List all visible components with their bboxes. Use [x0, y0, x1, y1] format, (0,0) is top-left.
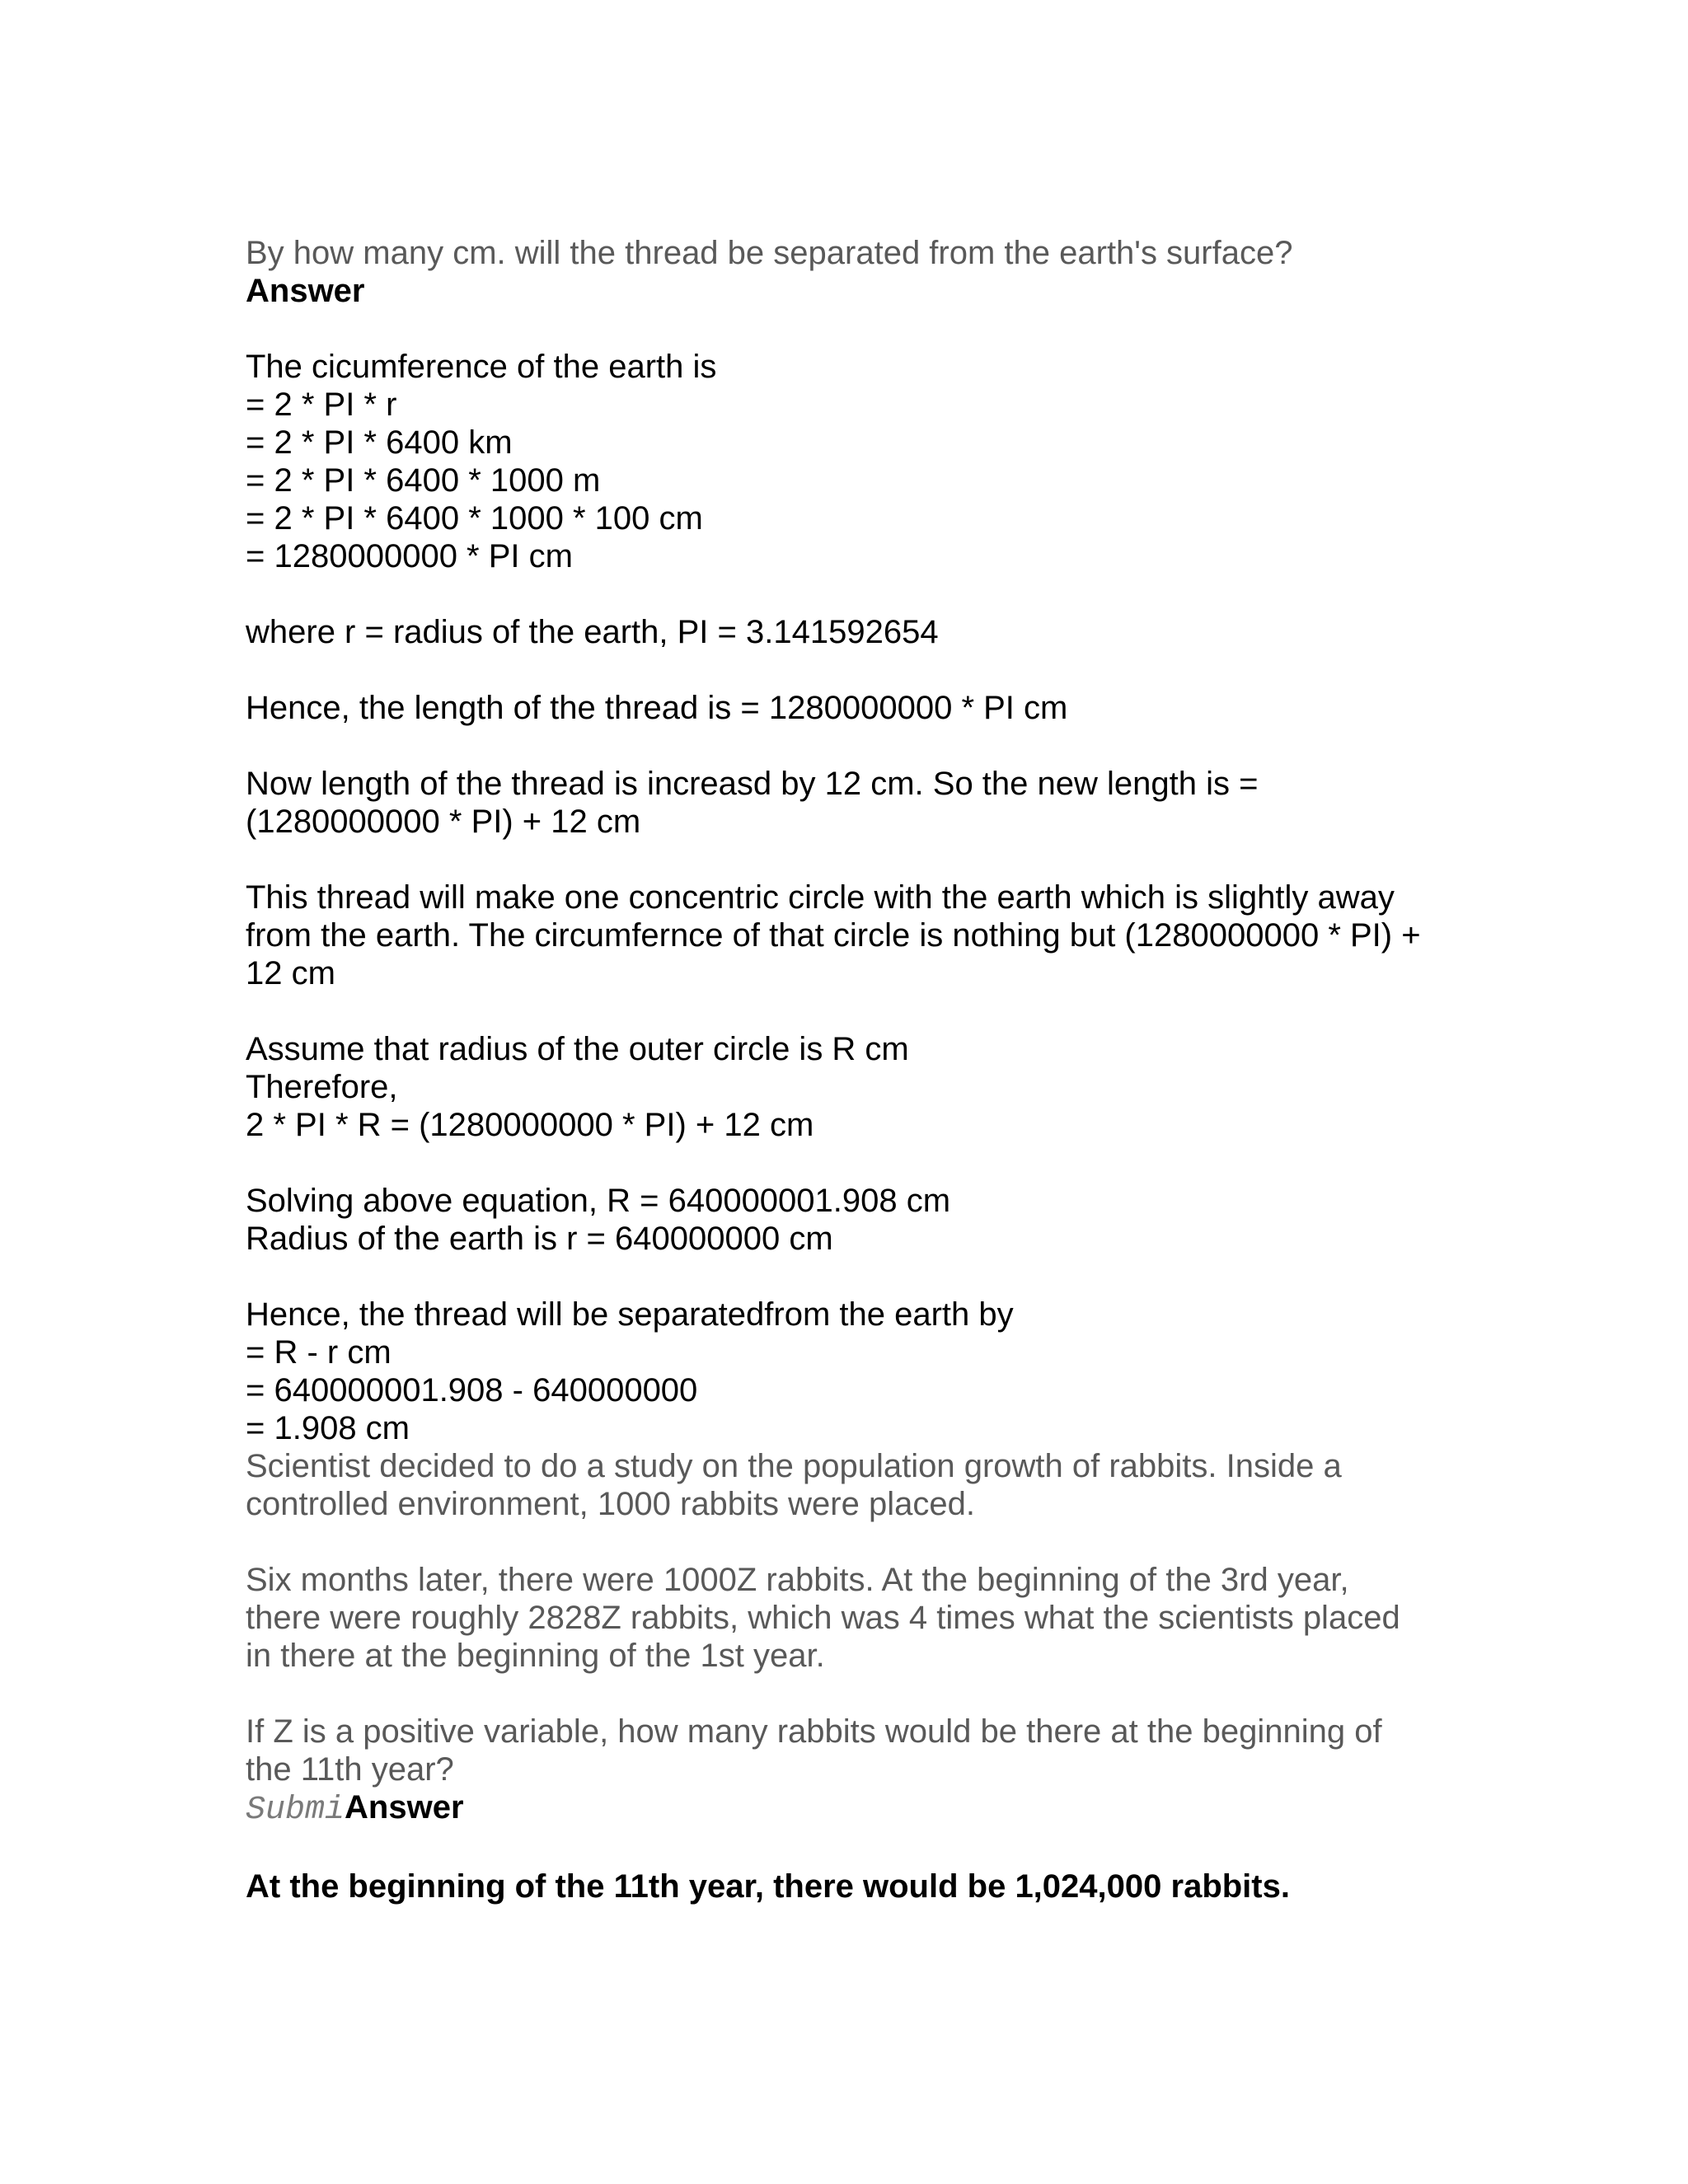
question-line: If Z is a positive variable, how many rabbits would be there at the beginning of — [246, 1713, 1382, 1750]
spacer — [246, 310, 1457, 348]
puzzle-2-final-answer: At the beginning of the 11th year, there would be 1,024,000 rabbits. — [246, 1868, 1290, 1905]
solution-line: Radius of the earth is r = 640000000 cm — [246, 1221, 833, 1257]
solution-line: = 2 * PI * 6400 * 1000 m — [246, 462, 601, 499]
puzzle-1-question: By how many cm. will the thread be separated from the earth's surface? — [246, 235, 1293, 271]
question-line: Scientist decided to do a study on the population growth of rabbits. Inside a — [246, 1448, 1342, 1484]
solution-line — [246, 575, 1457, 613]
solution-line: 2 * PI * R = (1280000000 * PI) + 12 cm — [246, 1107, 814, 1143]
solution-line: Assume that radius of the outer circle is R cm — [246, 1031, 909, 1067]
question-line: controlled environment, 1000 rabbits were placed. — [246, 1486, 975, 1522]
puzzle-1-solution — [246, 348, 1457, 1447]
puzzle-2-answer-heading: Answer — [345, 1789, 464, 1825]
solution-line — [246, 651, 1457, 689]
solution-line: Hence, the length of the thread is = 1280000000 * PI cm — [246, 690, 1068, 726]
solution-line: = 2 * PI * 6400 km — [246, 424, 513, 461]
question-line: Six months later, there were 1000Z rabbits. At the beginning of the 3rd year, — [246, 1562, 1349, 1598]
solution-line: 12 cm — [246, 955, 335, 991]
solution-line: = 2 * PI * 6400 * 1000 * 100 cm — [246, 500, 703, 537]
submit-fragment: Submi — [246, 1792, 345, 1829]
solution-line: where r = radius of the earth, PI = 3.141592654 — [246, 614, 939, 650]
question-line — [246, 1523, 1457, 1561]
solution-line: Now length of the thread is increasd by 12 cm. So the new length is = — [246, 766, 1259, 802]
puzzle-1-answer-heading: Answer — [246, 273, 365, 309]
solution-line — [246, 1144, 1457, 1182]
document-page — [246, 234, 1457, 1905]
solution-line: = 1.908 cm — [246, 1410, 410, 1446]
solution-line — [246, 841, 1457, 879]
solution-line: from the earth. The circumfernce of that circle is nothing but (1280000000 * PI) + — [246, 917, 1421, 954]
question-line: in there at the beginning of the 1st year. — [246, 1638, 825, 1674]
solution-line — [246, 1258, 1457, 1296]
puzzle-2-question — [246, 1447, 1457, 1788]
question-line: the 11th year? — [246, 1751, 454, 1788]
solution-line: = 1280000000 * PI cm — [246, 538, 573, 574]
solution-line: The cicumference of the earth is — [246, 349, 717, 385]
solution-line: (1280000000 * PI) + 12 cm — [246, 804, 641, 840]
solution-line: Solving above equation, R = 640000001.908 cm — [246, 1183, 951, 1219]
question-line: there were roughly 2828Z rabbits, which was 4 times what the scientists placed — [246, 1600, 1400, 1636]
solution-line: Hence, the thread will be separatedfrom the earth by — [246, 1296, 1014, 1333]
solution-line: Therefore, — [246, 1069, 398, 1105]
question-line — [246, 1675, 1457, 1713]
solution-line: This thread will make one concentric circle with the earth which is slightly away — [246, 879, 1395, 916]
solution-line: = 2 * PI * r — [246, 387, 397, 423]
solution-line: = R - r cm — [246, 1334, 392, 1371]
solution-line — [246, 992, 1457, 1030]
solution-line — [246, 727, 1457, 765]
spacer — [246, 1830, 1457, 1868]
solution-line: = 640000001.908 - 640000000 — [246, 1372, 698, 1408]
puzzle-2-answer-row — [246, 1788, 1457, 1830]
